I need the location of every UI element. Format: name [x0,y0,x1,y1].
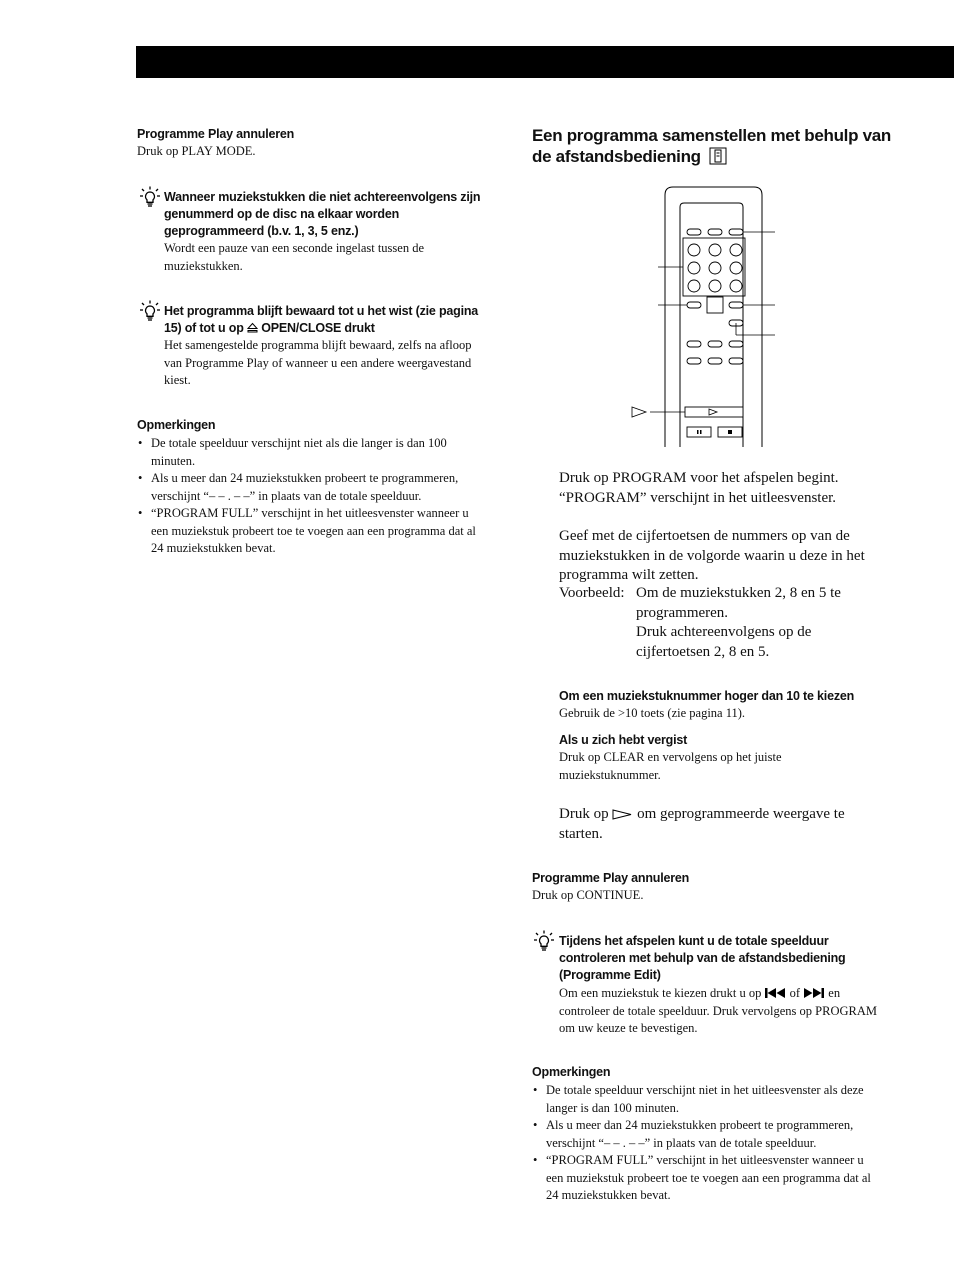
remote-control-icon [709,147,727,165]
notes-heading: Opmerkingen [137,418,216,432]
tip3-heading: Tijdens het afspelen kunt u de totale speelduur controleren met behulp van de afstandsbediening (Programme Edit) [559,934,846,982]
page-title: Een programma samenstellen met behulp van de afstandsbediening [532,126,891,166]
list-item: • “PROGRAM FULL” verschijnt in het uitleesvenster wanneer u een muziekstuk probeert toe te voegen aan een programma dat al 24 muziekstukken bevat. [137,505,487,558]
header-bar [136,46,954,78]
notes-list [137,435,487,558]
tip-lightbulb-icon [139,300,161,322]
notes2-list [532,1082,882,1205]
tip2-text: Het samengestelde programma blijft bewaard, zelfs na afloop van Programme Play of wanneer u een andere weergavestand kiest. [164,338,472,387]
remote-control-illustration [625,185,785,450]
step3-text: Druk op om geprogrammeerde weergave te starten. [559,806,845,842]
notes2-heading: Opmerkingen [532,1065,611,1079]
sub1-heading: Om een muziekstuknummer hoger dan 10 te kiezen [559,689,855,703]
next-track-icon [803,988,825,998]
tip3-text: Om een muziekstuk te kiezen drukt u op of en controleer de totale speelduur. Druk vervolgens op PROGRAM om uw keuze te bevestigen. [559,986,877,1035]
eject-icon [247,322,258,333]
cancel-heading: Programme Play annuleren [137,127,295,141]
cancel2-text: Druk op CONTINUE. [532,888,644,902]
list-item: • De totale speelduur verschijnt niet in het uitleesvenster als deze langer is dan 100 minuten. [532,1082,882,1117]
cancel2-heading: Programme Play annuleren [532,871,690,885]
previous-track-icon [765,988,787,998]
tip2-heading: Het programma blijft bewaard tot u het wist (zie pagina 15) of tot u op OPEN/CLOSE drukt [164,304,479,335]
sub2-text: Druk op CLEAR en vervolgens op het juiste muziekstuknummer. [559,750,782,782]
list-item: • De totale speelduur verschijnt niet als die langer is dan 100 minuten. [137,435,487,470]
list-item: • “PROGRAM FULL” verschijnt in het uitleesvenster wanneer u een muziekstuk probeert toe te voegen aan een programma dat al 24 muziekstukken bevat. [532,1152,882,1205]
example-label: Voorbeeld: [559,585,625,601]
sub2-heading: Als u zich hebt vergist [559,733,688,747]
tip-lightbulb-icon [139,186,161,208]
example-text1: Om de muziekstukken 2, 8 en 5 te programmeren. [636,585,841,621]
cancel-text: Druk op PLAY MODE. [137,144,256,158]
play-icon [612,809,633,820]
step1-text: Druk op PROGRAM voor het afspelen begint. “PROGRAM” verschijnt in het uitleesvenster. [559,470,839,506]
tip1-text: Wordt een pauze van een seconde ingelast tussen de muziekstukken. [164,241,425,273]
list-item: • Als u meer dan 24 muziekstukken probeert te programmeren, verschijnt “– – . – –” in plaats van de totale speelduur. [532,1117,882,1152]
sub1-text: Gebruik de >10 toets (zie pagina 11). [559,706,746,720]
example-text2: Druk achtereenvolgens op de cijfertoetsen 2, 8 en 5. [636,624,812,660]
step2-text: Geef met de cijfertoetsen de nummers op van de muziekstukken in de volgorde waarin u deze in het programma wilt zetten. [559,528,865,583]
list-item: • Als u meer dan 24 muziekstukken probeert te programmeren, verschijnt “– – . – –” in plaats van de totale speelduur. [137,470,487,505]
tip1-heading: Wanneer muziekstukken die niet achtereenvolgens zijn genummerd op de disc na elkaar worden geprogrammeerd (b.v. 1, 3, 5 enz.) [164,190,481,238]
tip-lightbulb-icon [533,930,555,952]
